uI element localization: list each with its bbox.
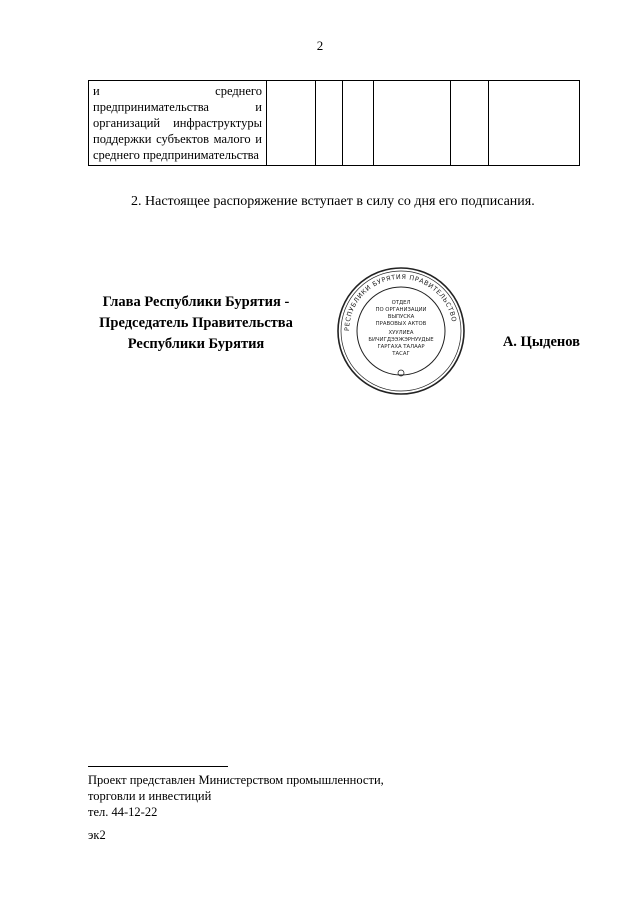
signatory-title-line: Председатель Правительства bbox=[99, 315, 293, 331]
signatory-title-line: Глава Республики Бурятия - bbox=[102, 294, 290, 310]
seal-text: БИЧИГДЭЭЖЭРНУУДЫЕ bbox=[368, 337, 434, 343]
seal-text: ОТДЕЛ bbox=[391, 300, 411, 306]
document-code: эк2 bbox=[88, 828, 106, 842]
continuation-table bbox=[88, 80, 580, 166]
table-cell bbox=[316, 81, 343, 166]
official-seal bbox=[336, 266, 466, 396]
seal-text: ВЫПУСКА bbox=[387, 314, 415, 320]
seal-text: ПРАВОВЫХ АКТОВ bbox=[375, 321, 427, 327]
footnote-divider bbox=[88, 766, 228, 767]
table-cell bbox=[451, 81, 489, 166]
footnote-line: торговли и инвестиций bbox=[88, 789, 212, 803]
seal-ring-text: РЕСПУБЛИКИ БУРЯТИЯ ПРАВИТЕЛЬСТВО bbox=[342, 272, 459, 332]
seal-text: ХУУЛИЕА bbox=[388, 330, 414, 336]
signatory-title bbox=[88, 292, 304, 355]
table-cell bbox=[489, 81, 580, 166]
table-cell bbox=[267, 81, 316, 166]
table-cell bbox=[343, 81, 374, 166]
signatory-name: А. Цыденов bbox=[502, 334, 580, 350]
seal-text: ТАСАГ bbox=[392, 351, 410, 357]
page-number: 2 bbox=[316, 38, 324, 53]
footnote-line: Проект представлен Министерством промышленности, bbox=[88, 773, 384, 787]
table-row bbox=[89, 81, 580, 166]
signatory-title-line: Республики Бурятия bbox=[127, 336, 265, 352]
table-cell bbox=[374, 81, 451, 166]
seal-text: ГАРГАХА ТАЛААР bbox=[377, 344, 425, 350]
footnote-line: тел. 44-12-22 bbox=[88, 805, 158, 819]
order-clause: 2. Настоящее распоряжение вступает в силу со дня его подписания. bbox=[131, 194, 535, 209]
seal-text: ПО ОРГАНИЗАЦИИ bbox=[375, 307, 427, 313]
table-cell-description: и среднего предпринимательства и организаций инфраструктуры поддержки субъектов малого и среднего предпринимательства bbox=[89, 81, 267, 166]
footnote bbox=[88, 772, 488, 820]
